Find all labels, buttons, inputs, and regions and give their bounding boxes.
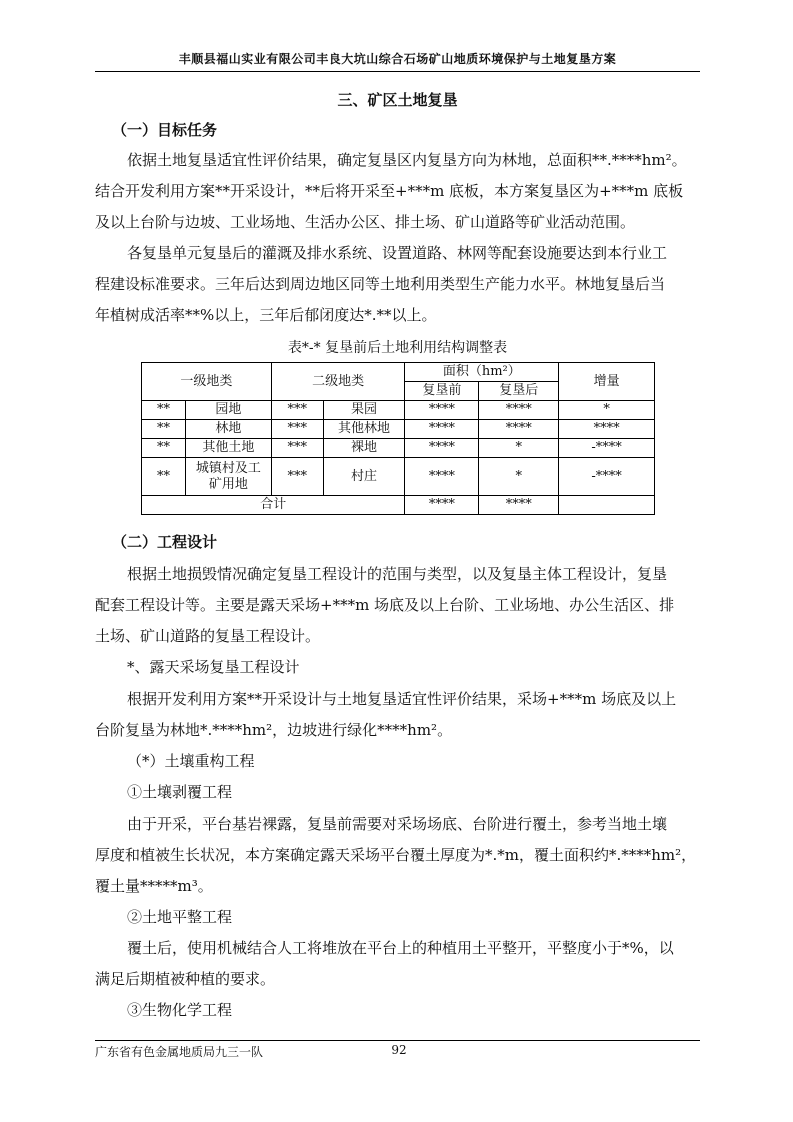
table-row	[142, 439, 655, 458]
paragraph-line: 年植树成活率**%以上，三年后郁闭度达*.**以上。	[95, 306, 437, 324]
paragraph-line: ①土壤剥覆工程	[127, 783, 233, 801]
page-number: 92	[391, 1043, 407, 1057]
cell-name1: 林地	[185, 420, 271, 439]
total-before: ****	[405, 496, 479, 515]
section-title: 三、矿区土地复垦	[337, 91, 458, 109]
paragraph-line: 覆土后，使用机械结合人工将堆放在平台上的种植用土平整开，平整度小于*%，以	[127, 939, 674, 957]
table-row	[142, 458, 655, 496]
paragraph-line: 结合开发利用方案**开采设计，**后将开采至+***m 底板，本方案复垦区为+***m 底板	[95, 182, 684, 200]
paragraph-line: ②土地平整工程	[127, 908, 233, 926]
header-before: 复垦前	[405, 382, 479, 401]
header-rule	[95, 71, 700, 72]
cell-code1: **	[142, 458, 186, 496]
header-after: 复垦后	[479, 382, 559, 401]
cell-name2: 村庄	[323, 458, 405, 496]
paragraph-line: 程建设标准要求。三年后达到周边地区同等土地利用类型生产能力水平。林地复垦后当	[95, 275, 666, 293]
cell-change: *	[559, 401, 655, 420]
cell-name1: 其他土地	[185, 439, 271, 458]
paragraph-line: 依据土地复垦适宜性评价结果，确定复垦区内复垦方向为林地，总面积**.****hm²。	[127, 151, 687, 169]
subsection-title-goals: （一）目标任务	[112, 121, 218, 139]
footer-rule	[95, 1040, 700, 1041]
footer-org: 广东省有色金属地质局九三一队	[95, 1045, 264, 1059]
cell-code1: **	[142, 420, 186, 439]
document-header: 丰顺县福山实业有限公司丰良大坑山综合石场矿山地质环境保护与土地复垦方案	[178, 52, 617, 66]
cell-code2: ***	[271, 458, 323, 496]
cell-code2: ***	[271, 420, 323, 439]
cell-name1: 园地	[185, 401, 271, 420]
paragraph-line: ③生物化学工程	[127, 1001, 233, 1019]
paragraph-line: 根据开发利用方案**开采设计与土地复垦适宜性评价结果，采场+***m 场底及以上	[127, 690, 677, 708]
paragraph-line: 由于开采，平台基岩裸露，复垦前需要对采场场底、台阶进行覆土，参考当地土壤	[127, 815, 668, 833]
cell-after: ****	[479, 401, 559, 420]
paragraph-line: 配套工程设计等。主要是露天采场+***m 场底及以上台阶、工业场地、办公生活区、排	[95, 596, 675, 614]
table-caption: 表*-* 复垦前后土地利用结构调整表	[287, 340, 508, 356]
paragraph-line: 满足后期植被种植的要求。	[95, 970, 276, 988]
cell-name2: 其他林地	[323, 420, 405, 439]
paragraph-line: 根据土地损毁情况确定复垦工程设计的范围与类型，以及复垦主体工程设计，复垦	[127, 565, 668, 583]
header-change: 增量	[559, 363, 655, 401]
cell-code2: ***	[271, 439, 323, 458]
land-use-table	[141, 362, 655, 515]
paragraph-line: 及以上台阶与边坡、工业场地、生活办公区、排土场、矿山道路等矿业活动范围。	[95, 213, 636, 231]
paragraph-line: 厚度和植被生长状况，本方案确定露天采场平台覆土厚度为*.*m，覆土面积约*.****hm²，	[95, 846, 697, 864]
cell-before: ****	[405, 458, 479, 496]
cell-name2: 果园	[323, 401, 405, 420]
paragraph-line: 台阶复垦为林地*.****hm²，边坡进行绿化****hm²。	[95, 721, 453, 739]
cell-change: ****	[559, 420, 655, 439]
cell-before: ****	[405, 439, 479, 458]
cell-change: -****	[559, 439, 655, 458]
cell-after: *	[479, 458, 559, 496]
total-label: 合计	[142, 496, 405, 515]
paragraph-line: 各复垦单元复垦后的灌溉及排水系统、设置道路、林网等配套设施要达到本行业工	[127, 244, 668, 262]
cell-before: ****	[405, 420, 479, 439]
header-level1: 一级地类	[142, 363, 272, 401]
subsection-title-design: （二）工程设计	[112, 533, 218, 551]
table-row	[142, 420, 655, 439]
paragraph-line: 土场、矿山道路的复垦工程设计。	[95, 627, 321, 645]
cell-code1: **	[142, 439, 186, 458]
cell-name2: 裸地	[323, 439, 405, 458]
cell-name1: 城镇村及工矿用地	[185, 458, 271, 496]
paragraph-line: （*）土壤重构工程	[127, 752, 255, 770]
header-level2: 二级地类	[271, 363, 405, 401]
cell-code2: ***	[271, 401, 323, 420]
cell-change: -****	[559, 458, 655, 496]
cell-before: ****	[405, 401, 479, 420]
paragraph-line: *、露天采场复垦工程设计	[127, 658, 300, 676]
cell-after: ****	[479, 420, 559, 439]
total-change	[559, 496, 655, 515]
table-total-row	[142, 496, 655, 515]
cell-after: *	[479, 439, 559, 458]
total-after: ****	[479, 496, 559, 515]
table-row	[142, 401, 655, 420]
paragraph-line: 覆土量*****m³。	[95, 877, 213, 895]
cell-code1: **	[142, 401, 186, 420]
header-area: 面积（hm²）	[405, 363, 559, 382]
